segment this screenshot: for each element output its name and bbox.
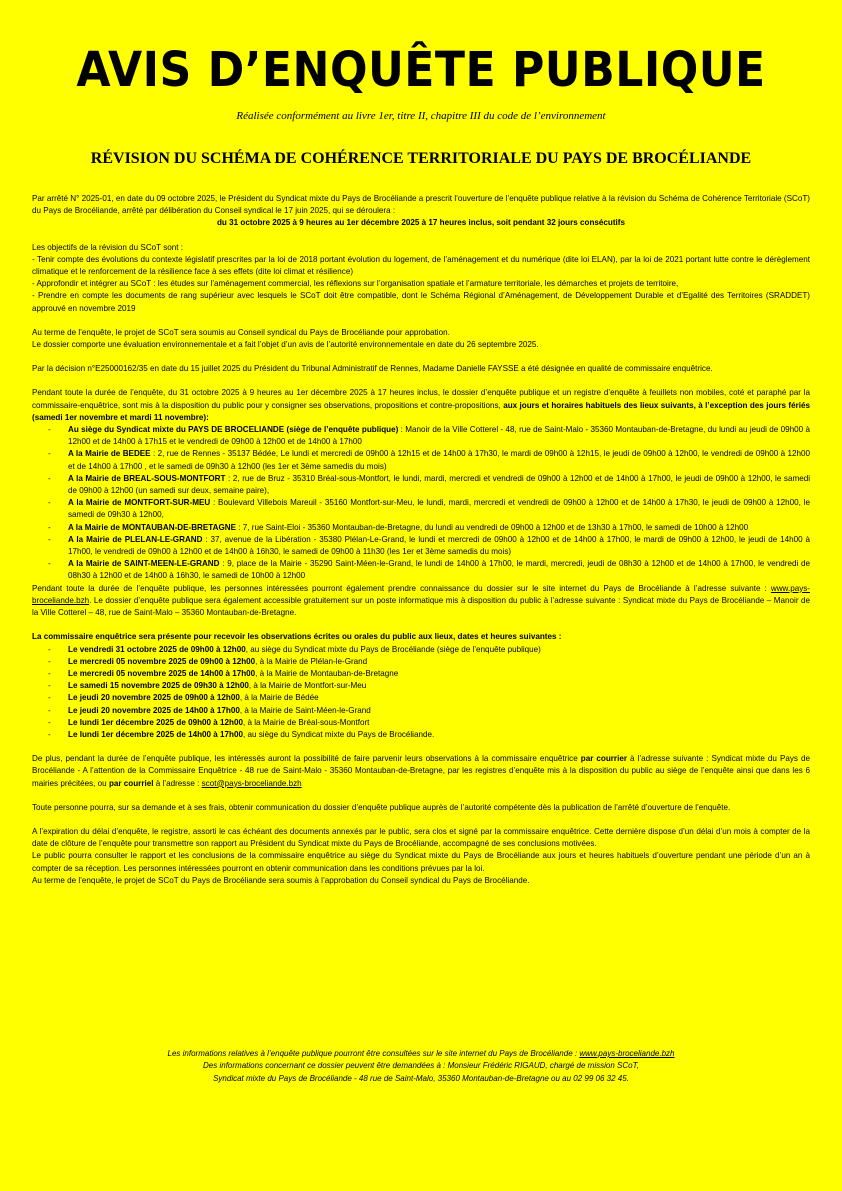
places-list: [32, 424, 810, 583]
courrier-text-3: à l’adresse :: [153, 778, 202, 788]
place-item: - Au siège du Syndicat mixte du PAYS DE BROCELIANDE (siège de l’enquête publique) : Manoir de la Ville Cotterel - 48, rue de Saint-Malo - 35360 Montauban-de-Bretagne, du lundi au jeudi de 09h00 à 12h00 et de 14h00 à 17h15 et le vendredi de 09h00 à 12h00 et de 14h00 à 17h00: [48, 425, 810, 447]
place-text: : Boulevard Villebois Mareuil - 35160 Montfort-sur-Meu, le lundi, mardi, mercredi et vendredi de 09h00 à 12h00 et de 14h00 à 17h30, le jeudi de 09h00 à 12h00, le samedi de 09h30 à 12h00,: [68, 498, 811, 520]
permanence-item: - Le mercredi 05 novembre 2025 de 14h00 à 17h00, à la Mairie de Montauban-de-Bretagne: [48, 668, 399, 678]
communication-paragraph: Toute personne pourra, sur sa demande et à ses frais, obtenir communication du dossier d’enquête publique auprès de l’autorité compétente dès la publication de l’arrêté d’ouverture de l’enquête.: [32, 802, 731, 812]
footer-text: Les informations relatives à l’enquête publique pourront être consultées sur le site internet du Pays de Brocéliande :: [167, 1049, 580, 1058]
courrier-text-2: à l’adresse suivante : Syndicat mixte du Pays de Brocéliande - A l’attention de la Commissaire Enquêtrice - 48 rue de Saint-Malo - 35360 Montauban-de-Bretagne, par les registres d’enquête mis à la disposition du public au siège de l’enquête ainsi que dans les 6 mairies précitées, ou: [32, 754, 811, 788]
footer-website-link[interactable]: www.pays-broceliande.bzh: [579, 1049, 675, 1058]
place-item: - A la Mairie de MONTAUBAN-DE-BRETAGNE : 7, rue Saint-Eloi - 35360 Montauban-de-Bretagne, du lundi au vendredi de 09h00 à 12h00 et de 13h30 à 17h00, le samedi de 10h00 à 12h00: [48, 522, 749, 532]
permanence-where: , à la Mairie de Bréal-sous-Montfort: [243, 717, 370, 727]
permanence-when: Le jeudi 20 novembre 2025 de 09h00 à 12h00: [68, 693, 240, 703]
term-paragraph: Au terme de l’enquête, le projet de SCoT sera soumis au Conseil syndical du Pays de Brocéliande pour approbation.: [32, 327, 450, 337]
place-item: - A la Mairie de SAINT-MEEN-LE-GRAND : 9, place de la Mairie - 35290 Saint-Méen-le-Grand, le lundi de 14h00 à 17h00, le mardi, mercredi, jeudi de 08h30 à 12h00 et de 14h00 à 17h00, le vendredi de 08h30 à 12h00 et de 14h00 à 16h30, le samedi de 10h00 à 12h00: [48, 559, 811, 581]
place-label: A la Mairie de BEDEE: [68, 449, 151, 459]
footer-line-3: Syndicat mixte du Pays de Brocéliande - 48 rue de Saint-Malo, 35360 Montauban-de-Bretagne ou au 02 99 06 32 45.: [213, 1073, 629, 1083]
permanence-item: - Le samedi 15 novembre 2025 de 09h30 à 12h00, à la Mairie de Montfort-sur-Meu: [48, 681, 367, 691]
footer-line-1: [0, 1048, 842, 1060]
permanence-item: - Le lundi 1er décembre 2025 de 14h00 à 17h00, au siège du Syndicat mixte du Pays de Brocéliande.: [48, 729, 435, 739]
courrier-bold: par courrier: [580, 754, 627, 764]
place-text: : 37, avenue de la Libération - 35380 Plélan-Le-Grand, le lundi et mercredi de 09h00 à 12h00 et de 14h00 à 17h00, le mardi de 09h00 à 12h00, le jeudi de 14h00 à 17h00, le vendredi de 09h00 à 12h00 et de 14h00 à 16h30, le samedi de 09h00 à 11h30 (les 1er et 3ème samedis du mois): [68, 534, 810, 557]
objective-item: - Approfondir et intégrer au SCoT : les études sur l’aménagement commercial, les réflexions sur l’organisation spatiale et l’armature territoriale, les démarches et projets de territoire,: [32, 279, 679, 289]
place-text: : Manoir de la Ville Cotterel - 48, rue de Saint-Malo - 35360 Montauban-de-Bretagne, du lundi au jeudi de 09h00 à 12h00 et de 14h00 à 17h15 et le vendredi de 09h00 à 12h00 et de 14h00 à 17h00: [68, 425, 810, 447]
place-item: - A la Mairie de BREAL-SOUS-MONTFORT : 2, rue de Bruz - 35310 Bréal-sous-Montfort, le lundi, mardi, mercredi et vendredi de 09h00 à 12h00 et de 14h00 à 17h00, le jeudi de 09h00 à 12h00, le samedi de 09h00 à 12h00 (un samedi sur deux, semaine paire),: [48, 473, 810, 496]
decision-paragraph: Par la décision n°E25000162/35 en date du 15 juillet 2025 du Président du Tribunal Administratif de Rennes, Madame Danielle FAYSSE a été désignée en qualité de commissaire enquêtrice.: [32, 364, 713, 374]
place-text: : 9, place de la Mairie - 35290 Saint-Méen-le-Grand, le lundi de 14h00 à 17h00, le mardi, mercredi, jeudi de 08h30 à 12h00 et de 14h00 à 17h00, le vendredi de 08h30 à 12h00 et de 14h00 à 16h30, le samedi de 10h00 à 12h00: [68, 559, 811, 581]
permanence-when: Le mercredi 05 novembre 2025 de 09h00 à 12h00: [68, 656, 256, 666]
during-bold: aux jours et horaires habituels des lieux suivants, à l’exception des jours fériés (samedi 1er novembre et mardi 11 novembre):: [32, 400, 810, 422]
place-label: A la Mairie de MONTAUBAN-DE-BRETAGNE: [68, 522, 237, 532]
permanence-when: Le mercredi 05 novembre 2025 de 14h00 à 17h00: [68, 668, 256, 678]
courriel-bold: par courriel: [108, 778, 154, 788]
permanence-where: , au siège du Syndicat mixte du Pays de Brocéliande (siège de l’enquête publique): [245, 644, 541, 654]
permanence-where: , à la Mairie de Montauban-de-Bretagne: [255, 668, 399, 678]
permanences-lead: La commissaire enquêtrice sera présente pour recevoir les observations écrites ou orales du public aux lieux, dates et heures suivantes :: [32, 632, 562, 642]
permanence-where: , à la Mairie de Plélan-le-Grand: [255, 656, 368, 666]
permanence-where: , à la Mairie de Montfort-sur-Meu: [248, 681, 367, 691]
consult-paragraph: Le public pourra consulter le rapport et les conclusions de la commissaire enquêtrice au siège du Syndicat mixte du Pays de Brocéliande aux jours et heures habituels d’ouverture pendant une période d’un an à compter de sa réception. Les personnes intéressées pourront en obtenir communication dans les conditions prévues par la loi.: [32, 851, 810, 873]
website-link[interactable]: www.pays-broceliande.bzh: [32, 583, 810, 605]
notice-body: [32, 193, 810, 887]
permanence-when: Le jeudi 20 novembre 2025 de 14h00 à 17h00: [68, 705, 240, 715]
permanence-item: - Le mercredi 05 novembre 2025 de 09h00 à 12h00, à la Mairie de Plélan-le-Grand: [48, 656, 368, 666]
notice-subtitle: Réalisée conformément au livre 1er, titre II, chapitre III du code de l’environnement: [236, 110, 606, 122]
notice-title: AVIS D’ENQUÊTE PUBLIQUE: [76, 42, 766, 98]
place-text: : 2, rue de Bruz - 35310 Bréal-sous-Montfort, le lundi, mardi, mercredi et vendredi de 09h00 à 12h00 et de 14h00 à 17h00, le jeudi de 09h00 à 12h00, le samedi de 09h00 à 12h00 (un samedi sur deux, semaine paire),: [68, 473, 810, 496]
place-text: : 2, rue de Rennes - 35137 Bédée, Le lundi et mercredi de 09h00 à 12h15 et de 14h00 à 17h30, le mardi de 09h00 à 12h15, le jeudi de 09h00 à 12h00, le vendredi de 09h00 à 12h00 et de 14h00 à 17h00 , et le samedi de 09h30 à 12h00 (les 1er et 3ème samedis du mois): [68, 449, 811, 471]
notice-heading: RÉVISION DU SCHÉMA DE COHÉRENCE TERRITORIALE DU PAYS DE BROCÉLIANDE: [90, 150, 752, 167]
place-text: : 7, rue Saint-Eloi - 35360 Montauban-de-Bretagne, du lundi au vendredi de 09h00 à 12h00 et de 13h30 à 17h00, le samedi de 10h00 à 12h00: [236, 522, 749, 532]
dates-line: du 31 octobre 2025 à 9 heures au 1er décembre 2025 à 17 heures inclus, soit pendant 32 jours consécutifs: [216, 218, 625, 228]
footer-line-2: Des informations concernant ce dossier peuvent être demandées à : Monsieur Frédéric RIGAUD, chargé de mission SCoT,: [203, 1061, 639, 1071]
place-item: - A la Mairie de MONTFORT-SUR-MEU : Boulevard Villebois Mareuil - 35160 Montfort-sur-Meu, le lundi, mardi, mercredi et vendredi de 09h00 à 12h00 et de 14h00 à 17h30, le jeudi de 09h00 à 12h00, le samedi de 09h30 à 12h00,: [48, 498, 811, 520]
expiration-paragraph: A l’expiration du délai d’enquête, le registre, assorti le cas échéant des documents annexés par le public, sera clos et signé par la commissaire enquêtrice. Cette dernière dispose d’un délai d’un mois à compter de la date de clôture de l’enquête pour transmettre son rapport au Président du Syndicat mixte du Pays de Brocéliande, accompagné de ses conclusions motivées.: [32, 826, 810, 849]
place-item: - A la Mairie de PLELAN-LE-GRAND : 37, avenue de la Libération - 35380 Plélan-Le-Grand, le lundi et mercredi de 09h00 à 12h00 et de 14h00 à 17h00, le mardi de 09h00 à 12h00, le jeudi de 14h00 à 17h00, le vendredi de 09h00 à 12h00 et de 14h00 à 16h30, le samedi de 09h00 à 11h30 (les 1er et 3ème samedis du mois): [48, 534, 810, 557]
permanence-when: Le lundi 1er décembre 2025 de 14h00 à 17h00: [68, 729, 244, 739]
internet-text: Pendant toute la durée de l’enquête publique, les personnes intéressées pourront également prendre connaissance du dossier sur le site internet du Pays de Brocéliande à l’adresse suivante :: [32, 583, 771, 593]
place-label: Au siège du Syndicat mixte du PAYS DE BROCELIANDE (siège de l’enquête publique): [68, 425, 399, 435]
intro-paragraph: Par arrêté N° 2025-01, en date du 09 octobre 2025, le Président du Syndicat mixte du Pays de Brocéliande a prescrit l’ouverture de l’enquête publique relative à la révision du Schéma de Cohérence Territoriale (SCoT) du Pays de Brocéliande, arrêté par délibération du Conseil syndical le 17 juin 2025, qui se déroulera :: [32, 194, 810, 216]
objective-item: - Tenir compte des évolutions du contexte législatif prescrites par la loi de 2018 portant évolution du logement, de l’aménagement et du numérique (dite loi ELAN), par la loi de 2021 portant lutte contre le dérèglement climatique et le renforcement de la résilience face à ses effets (dite loi climat et résilience): [32, 254, 810, 277]
permanence-where: , à la Mairie de Saint-Méen-le-Grand: [239, 705, 371, 715]
permanence-when: Le samedi 15 novembre 2025 de 09h30 à 12h00: [68, 681, 249, 691]
internet-text-2: . Le dossier d’enquête publique sera également accessible gratuitement sur un poste informatique mis à disposition du public à l’adresse suivante : Syndicat mixte du Pays de Brocéliande – Manoir de la Ville Cotterel – 48, rue de Saint-Malo – 35360 Montauban-de-Bretagne.: [32, 595, 810, 618]
permanence-where: , à la Mairie de Bédée: [239, 693, 319, 703]
permanence-item: - Le vendredi 31 octobre 2025 de 09h00 à 12h00, au siège du Syndicat mixte du Pays de Brocéliande (siège de l’enquête publique): [48, 644, 541, 654]
during-text: Pendant toute la durée de l’enquête, du 31 octobre 2025 à 9 heures au 1er décembre 2025 à 17 heures inclus, le dossier d’enquête publique et un registre d’enquête à feuillets non mobiles, coté et paraphé par la commissaire-enquêtrice, sont mis à la disposition du public pour y consigner ses observations, propositions et contre-propositions,: [32, 388, 810, 410]
permanences-list: [32, 644, 810, 742]
permanence-when: Le vendredi 31 octobre 2025 de 09h00 à 12h00: [68, 644, 246, 654]
during-paragraph: [32, 387, 810, 424]
permanence-item: - Le lundi 1er décembre 2025 de 09h00 à 12h00, à la Mairie de Bréal-sous-Montfort: [48, 717, 370, 727]
permanence-item: - Le jeudi 20 novembre 2025 de 09h00 à 12h00, à la Mairie de Bédée: [48, 693, 319, 703]
objectives-lead: Les objectifs de la révision du SCoT sont :: [32, 242, 184, 252]
place-label: A la Mairie de BREAL-SOUS-MONTFORT: [68, 473, 226, 483]
internet-paragraph: [32, 583, 810, 620]
place-label: A la Mairie de PLELAN-LE-GRAND: [68, 534, 203, 544]
objectives-block: [32, 242, 810, 315]
notice-footer: [0, 1048, 842, 1085]
evaluation-paragraph: Le dossier comporte une évaluation environnementale et a fait l’objet d’un avis de l’autorité environnementale en date du 26 septembre 2025.: [32, 340, 539, 350]
objective-item: - Prendre en compte les documents de rang supérieur avec lesquels le SCoT doit être compatible, dont le Schéma Régional d’Aménagement, de Développement Durable et d’Egalité des Territoires (SRADDET) approuvé en novembre 2019: [32, 291, 810, 313]
permanence-when: Le lundi 1er décembre 2025 de 09h00 à 12h00: [68, 717, 244, 727]
courrier-paragraph: [32, 753, 810, 790]
place-item: - A la Mairie de BEDEE : 2, rue de Rennes - 35137 Bédée, Le lundi et mercredi de 09h00 à 12h15 et de 14h00 à 17h30, le mardi de 09h00 à 12h15, le jeudi de 09h00 à 12h00, le vendredi de 09h00 à 12h00 et de 14h00 à 17h00 , et le samedi de 09h30 à 12h00 (les 1er et 3ème samedis du mois): [48, 449, 811, 471]
final-paragraph: Au terme de l’enquête, le projet de SCoT du Pays de Brocéliande sera soumis à l’approbation du Conseil syndical du Pays de Brocéliande.: [32, 875, 530, 885]
permanence-where: , au siège du Syndicat mixte du Pays de Brocéliande.: [243, 729, 435, 739]
permanence-item: - Le jeudi 20 novembre 2025 de 14h00 à 17h00, à la Mairie de Saint-Méen-le-Grand: [48, 705, 371, 715]
place-label: A la Mairie de MONTFORT-SUR-MEU: [68, 498, 211, 508]
courrier-text: De plus, pendant la durée de l’enquête publique, les intéressés auront la possibilité de faire parvenir leurs observations à la commissaire enquêtrice: [32, 754, 581, 764]
place-label: A la Mairie de SAINT-MEEN-LE-GRAND: [68, 559, 220, 569]
email-link[interactable]: scot@pays-broceliande.bzh: [201, 778, 302, 788]
